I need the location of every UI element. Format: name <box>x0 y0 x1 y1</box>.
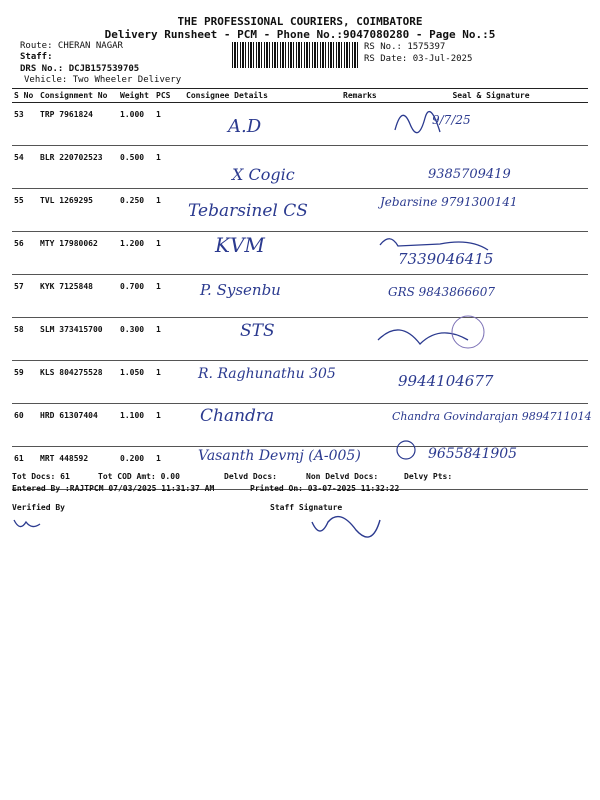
col-sno: S No <box>12 89 38 103</box>
cell-pcs: 1 <box>154 404 184 447</box>
cell-weight: 1.200 <box>118 232 154 275</box>
cell-signature <box>394 275 588 318</box>
cell-signature <box>394 318 588 361</box>
cell-remarks <box>341 232 394 275</box>
cell-pcs: 1 <box>154 318 184 361</box>
staff-signature-label: Staff Signature <box>270 503 343 512</box>
cell-pcs: 1 <box>154 146 184 189</box>
cell-consignment: TRP 7961824 <box>38 103 118 146</box>
hw-signature-60: Chandra Govindarajan 9894711014 <box>392 410 592 423</box>
cell-sno: 56 <box>12 232 38 275</box>
cell-consignee <box>184 103 341 146</box>
col-signature: Seal & Signature <box>394 89 588 103</box>
cell-sno: 54 <box>12 146 38 189</box>
table-row <box>12 404 588 447</box>
hw-consignee-54: X Cogic <box>232 165 295 184</box>
col-consignee: Consignee Details <box>184 89 341 103</box>
drs-number: DRS No.: DCJB157539705 <box>20 64 140 74</box>
hw-signature-54: 9385709419 <box>428 167 511 182</box>
cell-consignment: KYK 7125848 <box>38 275 118 318</box>
table-header-row <box>12 89 588 103</box>
cell-sno: 55 <box>12 189 38 232</box>
cell-signature <box>394 146 588 189</box>
cell-pcs: 1 <box>154 189 184 232</box>
cell-weight: 0.700 <box>118 275 154 318</box>
hw-consignee-53: A.D <box>228 116 262 137</box>
delivered-docs: Delvd Docs: <box>224 472 277 481</box>
cell-pcs: 1 <box>154 361 184 404</box>
table-row <box>12 318 588 361</box>
table-row <box>12 189 588 232</box>
cell-remarks <box>341 146 394 189</box>
cell-consignee <box>184 275 341 318</box>
hw-signature-61: 9655841905 <box>428 446 518 462</box>
hw-consignee-60: Chandra <box>200 406 275 426</box>
cell-weight: 1.050 <box>118 361 154 404</box>
cell-consignment: BLR 220702523 <box>38 146 118 189</box>
rs-date: RS Date: 03-Jul-2025 <box>364 54 473 64</box>
cell-consignee <box>184 404 341 447</box>
runsheet-table <box>12 88 588 490</box>
hw-signature-53: 9/7/25 <box>432 113 471 127</box>
table-row <box>12 103 588 146</box>
cell-pcs: 1 <box>154 275 184 318</box>
verified-signature-stroke <box>14 520 40 527</box>
cell-consignment: TVL 1269295 <box>38 189 118 232</box>
cell-weight: 0.300 <box>118 318 154 361</box>
table-row <box>12 146 588 189</box>
printed-on: Printed On: 03-07-2025 11:32:22 <box>250 484 400 493</box>
delivery-points: Delvy Pts: <box>404 472 453 481</box>
cell-signature <box>394 404 588 447</box>
cell-signature <box>394 361 588 404</box>
rs-number: RS No.: 1575397 <box>364 42 446 52</box>
table-row <box>12 275 588 318</box>
cell-sno: 53 <box>12 103 38 146</box>
cell-consignee <box>184 318 341 361</box>
cell-sno: 57 <box>12 275 38 318</box>
cell-remarks <box>341 318 394 361</box>
cell-consignee <box>184 361 341 404</box>
col-weight: Weight <box>118 89 154 103</box>
cell-remarks <box>341 275 394 318</box>
cell-consignment: HRD 61307404 <box>38 404 118 447</box>
cell-signature <box>394 232 588 275</box>
runsheet-subtitle: Delivery Runsheet - PCM - Phone No.:9047080280 - Page No.:5 <box>104 28 496 41</box>
hw-signature-57: GRS 9843866607 <box>388 285 496 299</box>
footer-signatures <box>14 517 380 537</box>
company-title: THE PROFESSIONAL COURIERS, COIMBATORE <box>177 15 423 28</box>
cell-remarks <box>341 103 394 146</box>
table-row <box>12 232 588 275</box>
cell-sno: 58 <box>12 318 38 361</box>
cell-signature <box>394 103 588 146</box>
hw-consignee-56: KVM <box>215 233 265 257</box>
cell-remarks <box>341 404 394 447</box>
hw-consignee-59: R. Raghunathu 305 <box>198 366 336 382</box>
cell-consignment: KLS 804275528 <box>38 361 118 404</box>
cell-pcs: 1 <box>154 103 184 146</box>
cell-weight: 0.500 <box>118 146 154 189</box>
tot-cod-amount: Tot COD Amt: 0.00 <box>98 472 180 481</box>
vehicle-label: Vehicle: Two Wheeler Delivery <box>24 75 182 85</box>
cell-weight: 0.200 <box>118 447 154 490</box>
barcode <box>232 42 358 68</box>
cell-consignment: MTY 17980062 <box>38 232 118 275</box>
col-remarks: Remarks <box>341 89 394 103</box>
cell-weight: 1.000 <box>118 103 154 146</box>
cell-consignment: SLM 373415700 <box>38 318 118 361</box>
hw-signature-59: 9944104677 <box>398 372 494 390</box>
verified-by-label: Verified By <box>12 503 65 512</box>
cell-sno: 61 <box>12 447 38 490</box>
cell-signature <box>394 189 588 232</box>
hw-consignee-57: P. Sysenbu <box>200 281 281 299</box>
cell-weight: 0.250 <box>118 189 154 232</box>
cell-signature <box>394 447 588 490</box>
route-label: Route: CHERAN NAGAR <box>20 41 123 51</box>
staff-label: Staff: <box>20 52 53 62</box>
non-delivered-docs: Non Delvd Docs: <box>306 472 379 481</box>
hw-signature-56: 7339046415 <box>398 250 494 268</box>
cell-remarks <box>341 189 394 232</box>
cell-consignee <box>184 189 341 232</box>
cell-consignment: MRT 448592 <box>38 447 118 490</box>
staff-signature-stroke <box>312 517 380 537</box>
cell-consignee <box>184 146 341 189</box>
entered-by: Entered By :RAJTPCM 07/03/2025 11:31:37 AM <box>12 484 215 493</box>
cell-consignee <box>184 232 341 275</box>
cell-pcs: 1 <box>154 447 184 490</box>
hw-consignee-58: STS <box>240 321 275 341</box>
cell-sno: 60 <box>12 404 38 447</box>
hw-consignee-55: Tebarsinel CS <box>188 201 308 221</box>
cell-sno: 59 <box>12 361 38 404</box>
cell-remarks <box>341 361 394 404</box>
col-pcs: PCS <box>154 89 184 103</box>
hw-signature-55: Jebarsine 9791300141 <box>380 195 518 209</box>
tot-docs: Tot Docs: 61 <box>12 472 70 481</box>
cell-pcs: 1 <box>154 232 184 275</box>
hw-consignee-61: Vasanth Devmj (A-005) <box>198 448 361 464</box>
cell-weight: 1.100 <box>118 404 154 447</box>
table-row <box>12 361 588 404</box>
col-consignment: Consignment No <box>38 89 118 103</box>
